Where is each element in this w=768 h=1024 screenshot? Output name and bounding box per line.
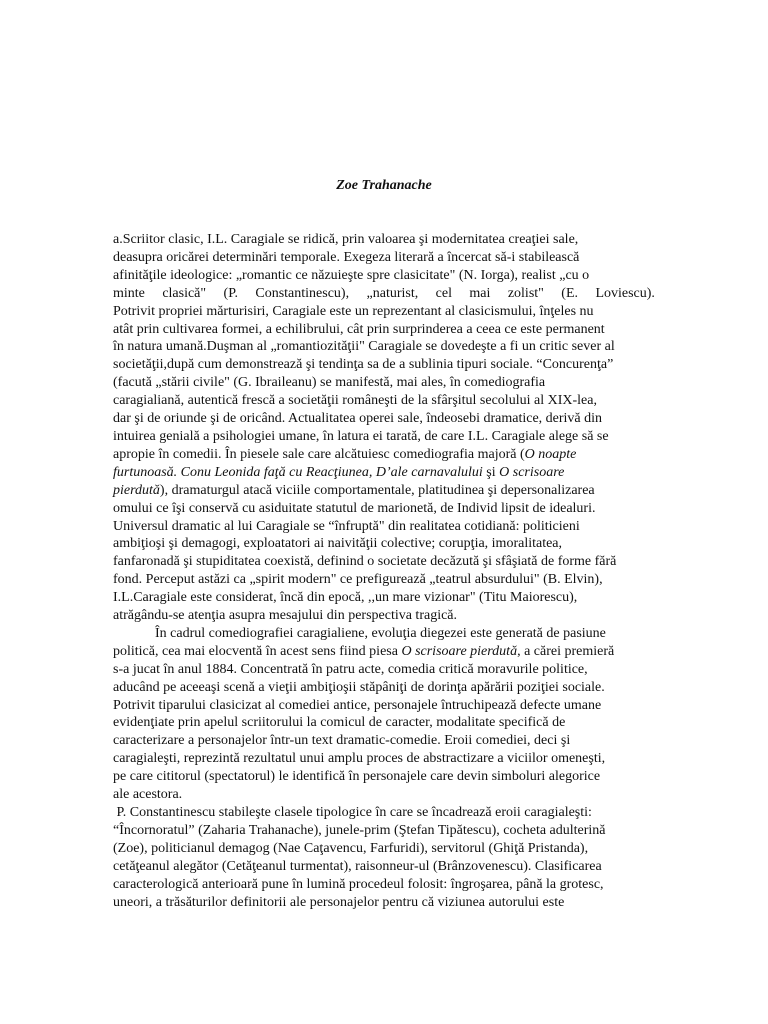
text-segment: (Zoe), politicianul demagog (Nae Caţavencu, Farfuridi), servitorul (Ghiţă Pristanda),	[113, 840, 589, 856]
text-segment: În cadrul comediografiei caragialiene, evoluţia diegezei este generată de pasiune	[113, 625, 606, 641]
text-line	[113, 750, 655, 768]
text-line	[113, 356, 655, 374]
text-line	[113, 553, 655, 571]
text-word: mai	[469, 285, 491, 301]
text-word: (P.	[223, 285, 238, 301]
text-segment: caracterizare a personajelor într-un text dramatic-comedie. Eroii comediei, deci şi	[113, 733, 571, 749]
text-line	[113, 876, 655, 894]
text-segment: şi	[482, 464, 500, 480]
text-line	[113, 321, 655, 339]
text-segment: Potrivit tiparului clasicizat al comediei antice, personajele întruchipează defecte umane	[113, 697, 602, 713]
document-body	[113, 231, 655, 911]
text-line	[113, 894, 655, 912]
text-segment: P. Constantinescu stabileşte clasele tipologice în care se încadrează eroii caragialeşti:	[113, 805, 592, 820]
text-segment: atât prin cultivarea formei, a echilibrului, cât prin surprinderea a ceea ce este permanent	[113, 321, 605, 337]
text-line	[113, 464, 655, 482]
text-line	[113, 732, 655, 750]
text-segment: caracterologică anterioară pune în lumină procedeul folosit: îngroşarea, până la grotesc,	[113, 876, 604, 892]
text-line	[113, 786, 655, 804]
text-word: (E.	[561, 285, 579, 301]
text-segment: “Încornoratul” (Zaharia Trahanache), junele-prim (Ştefan Tipătescu), cocheta adulterină	[113, 822, 606, 838]
text-line	[113, 374, 655, 392]
text-segment: fond. Perceput astăzi ca „spirit modern" ce prefigurează „teatrul absurdului" (B. Elvin),	[113, 572, 603, 588]
italic-text-segment: O scrisoare	[499, 464, 565, 480]
text-segment: I.L.Caragiale este considerat, încă din epocă, ,,un mare vizionar" (Titu Maiorescu),	[113, 590, 578, 606]
italic-text-segment: furtunoasă. Conu Leonida faţă cu Reacţiunea, D’ale carnavalului	[113, 464, 483, 480]
text-line	[113, 285, 655, 303]
text-line	[113, 697, 655, 715]
text-segment: s-a jucat în anul 1884. Concentrată în patru acte, comedia critică moravurile politice,	[113, 661, 588, 677]
text-line	[113, 267, 655, 285]
text-segment: ambiţioşi şi demagogi, exploatatori ai naivităţii colective; corupţia, imoralitatea,	[113, 536, 563, 552]
text-segment: omului ce îşi conservă cu asiduitate statutul de marionetă, de Individ lipsit de idealuri.	[113, 500, 596, 516]
text-word: Loviescu).	[595, 285, 655, 301]
text-line	[113, 625, 655, 643]
text-line	[113, 446, 655, 464]
text-line	[113, 643, 655, 661]
text-segment: ale acestora.	[113, 787, 183, 803]
text-line	[113, 535, 655, 553]
text-line	[113, 840, 655, 858]
text-segment: caragialeşti, reprezintă rezultatul unui amplu proces de abstractizare a viciilor omeneşti,	[113, 751, 606, 767]
text-line	[113, 571, 655, 589]
italic-text-segment: O scrisoare pierdută	[401, 643, 518, 659]
text-segment: atrăgându-se atenţia asupra mesajului din perspectiva tragică.	[113, 608, 458, 624]
text-segment: ), dramaturgul atacă viciile comportamentale, platitudinea şi depersonalizarea	[159, 482, 595, 498]
text-segment: aducând pe aceeaşi scenă a vieţii ambiţioşii stăpâniţi de dorinţa apărării poziţiei sociale.	[113, 679, 605, 695]
text-line	[113, 500, 655, 518]
text-line	[113, 858, 655, 876]
text-word: cel	[435, 285, 452, 301]
text-word: clasică"	[162, 285, 207, 301]
text-line	[113, 822, 655, 840]
text-segment: dar şi de oriunde şi de oricând. Actualitatea operei sale, îndeosebi dramatice, derivă din	[113, 411, 603, 427]
italic-text-segment: O noapte	[524, 446, 577, 462]
text-line	[113, 518, 655, 536]
text-segment: , a cărei premieră	[517, 643, 615, 659]
text-line	[113, 804, 655, 822]
text-segment: societăţii,după cum demonstrează şi tendinţa sa de a sublinia tipuri sociale. “Concurenţa”	[113, 357, 614, 373]
text-segment: apropie în comedii. În piesele sale care alcătuiesc comediografia majoră (	[113, 446, 525, 462]
text-segment: Potrivit propriei mărturisiri, Caragiale este un reprezentant al clasicismului, înţeles nu	[113, 303, 594, 319]
text-line	[113, 392, 655, 410]
italic-text-segment: pierdută	[113, 482, 160, 498]
text-segment: deasupra oricărei determinări temporale. Exegeza literară a încercat să-i stabilească	[113, 249, 580, 265]
text-segment: fanfaronadă şi stupiditatea coexistă, definind o societate decăzută şi sfâşiată de forme fără	[113, 554, 617, 570]
text-line	[113, 714, 655, 732]
text-line	[113, 249, 655, 267]
text-segment: evidenţiate prin apelul scriitorului la comicul de caracter, modalitate specifică de	[113, 715, 566, 731]
text-line	[113, 410, 655, 428]
text-line	[113, 661, 655, 679]
text-segment: pe care cititorul (spectatorul) le identifică în personajele care devin simboluri alegorice	[113, 769, 601, 785]
text-line	[113, 303, 655, 321]
text-line	[113, 589, 655, 607]
text-segment: intuirea genială a psihologiei umane, în latura ei tarată, de care I.L. Caragiale alege să se	[113, 428, 609, 444]
text-segment: în natura umană.Duşman al „romantiozităţii" Caragiale se dovedeşte a fi un critic sever al	[113, 339, 615, 355]
text-segment: uneori, a trăsăturilor definitorii ale personajelor pentru că viziunea autorului este	[113, 894, 565, 910]
text-line	[113, 428, 655, 446]
text-line	[113, 231, 655, 249]
text-segment: cetăţeanul alegător (Cetăţeanul turmentat), raisonneur-ul (Brânzovenescu). Clasificarea	[113, 858, 602, 874]
text-segment: politică, cea mai elocventă în acest sens fiind piesa	[113, 643, 402, 659]
text-line	[113, 338, 655, 356]
text-line	[113, 607, 655, 625]
text-segment: afinităţile ideologice: „romantic ce năzuieşte spre clasicitate" (N. Iorga), realist „cu o	[113, 267, 590, 283]
text-segment: a.Scriitor clasic, I.L. Caragiale se ridică, prin valoarea şi modernitatea creaţiei sale,	[113, 232, 579, 247]
text-word: „naturist,	[366, 285, 419, 301]
text-word: zolist"	[507, 285, 544, 301]
document-title: Zoe Trahanache	[336, 178, 432, 193]
text-line	[113, 482, 655, 500]
text-segment: caragialiană, autentică frescă a societăţii româneşti de la sfârşitul secolului al XIX-lea,	[113, 393, 597, 409]
text-segment: (facută „stării civile" (G. Ibraileanu) se manifestă, mai ales, în comediografia	[113, 375, 546, 391]
text-segment: Universul dramatic al lui Caragiale se “înfruptă" din realitatea cotidiană: politicieni	[113, 518, 580, 534]
text-word: Constantinescu),	[255, 285, 350, 301]
text-line	[113, 679, 655, 697]
text-word: minte	[113, 285, 145, 301]
text-line	[113, 768, 655, 786]
